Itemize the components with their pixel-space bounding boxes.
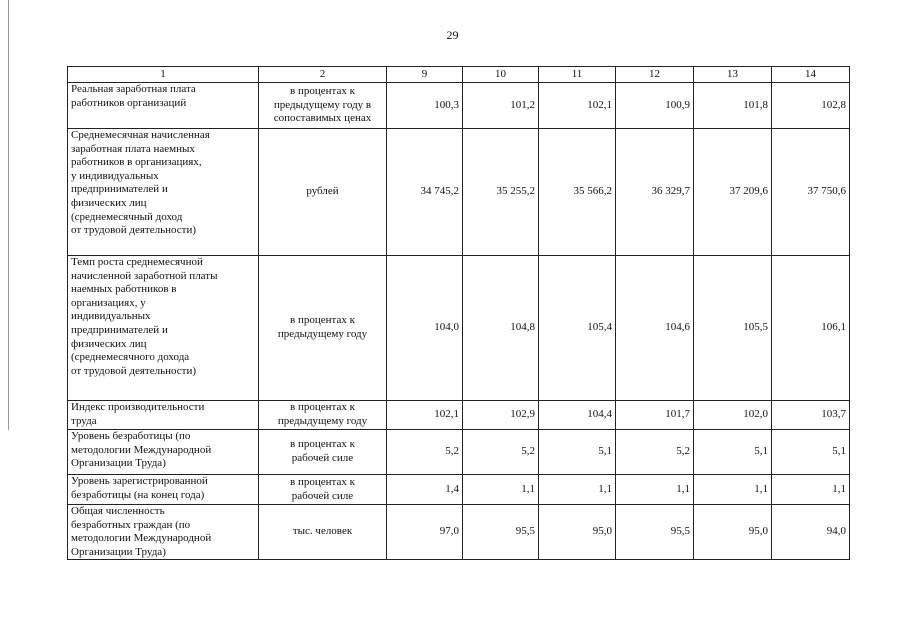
value-cell: 35 255,2	[463, 129, 539, 256]
value-cell: 95,0	[539, 505, 616, 560]
value-cell: 95,0	[694, 505, 772, 560]
value-cell: 105,4	[539, 256, 616, 401]
value-cell: 102,0	[694, 401, 772, 430]
value-cell: 34 745,2	[387, 129, 463, 256]
table-row	[68, 430, 850, 475]
column-header: 13	[694, 67, 772, 83]
indicator-unit: в процентах к предыдущему году в сопоставимых ценах	[259, 83, 387, 129]
table-row	[68, 505, 850, 560]
value-cell: 102,1	[387, 401, 463, 430]
column-header: 9	[387, 67, 463, 83]
value-cell: 101,7	[616, 401, 694, 430]
indicator-label: Уровень безработицы (по методологии Международной Организации Труда)	[68, 430, 259, 475]
value-cell: 1,1	[772, 475, 850, 505]
indicator-unit: тыс. человек	[259, 505, 387, 560]
indicator-unit: в процентах к предыдущему году	[259, 256, 387, 401]
value-cell: 100,3	[387, 83, 463, 129]
value-cell: 102,1	[539, 83, 616, 129]
value-cell: 5,1	[694, 430, 772, 475]
indicator-label: Среднемесячная начисленная заработная плата наемных работников в организациях, у индивидуальных предпринимателей и физических лиц (среднемесячный доход от трудовой деятельности)	[68, 129, 259, 256]
column-header: 2	[259, 67, 387, 83]
value-cell: 94,0	[772, 505, 850, 560]
indicator-label: Уровень зарегистрированной безработицы (на конец года)	[68, 475, 259, 505]
value-cell: 37 209,6	[694, 129, 772, 256]
value-cell: 104,6	[616, 256, 694, 401]
value-cell: 1,1	[463, 475, 539, 505]
value-cell: 97,0	[387, 505, 463, 560]
indicator-label: Общая численность безработных граждан (по методологии Международной Организации Труда)	[68, 505, 259, 560]
indicator-label: Реальная заработная плата работников организаций	[68, 83, 259, 129]
table-row	[68, 83, 850, 129]
page-number: 29	[446, 28, 459, 42]
page-left-rule	[8, 0, 9, 430]
value-cell: 35 566,2	[539, 129, 616, 256]
value-cell: 37 750,6	[772, 129, 850, 256]
column-header: 14	[772, 67, 850, 83]
value-cell: 1,1	[616, 475, 694, 505]
column-header: 12	[616, 67, 694, 83]
table-row	[68, 475, 850, 505]
indicator-label: Темп роста среднемесячной начисленной заработной платы наемных работников в организациях, у индивидуальных предпринимателей и физических лиц (среднемесячного дохода от трудовой деятельности)	[68, 256, 259, 401]
indicator-unit: в процентах к предыдущему году	[259, 401, 387, 430]
value-cell: 36 329,7	[616, 129, 694, 256]
column-header: 1	[68, 67, 259, 83]
value-cell: 102,8	[772, 83, 850, 129]
value-cell: 101,8	[694, 83, 772, 129]
header-row	[68, 67, 850, 83]
value-cell: 5,2	[616, 430, 694, 475]
column-header: 10	[463, 67, 539, 83]
value-cell: 5,2	[387, 430, 463, 475]
value-cell: 104,8	[463, 256, 539, 401]
value-cell: 104,4	[539, 401, 616, 430]
value-cell: 101,2	[463, 83, 539, 129]
value-cell: 95,5	[463, 505, 539, 560]
column-header: 11	[539, 67, 616, 83]
value-cell: 1,1	[539, 475, 616, 505]
table-row	[68, 401, 850, 430]
indicators-table	[67, 66, 850, 560]
value-cell: 104,0	[387, 256, 463, 401]
value-cell: 5,2	[463, 430, 539, 475]
value-cell: 105,5	[694, 256, 772, 401]
indicator-label: Индекс производительности труда	[68, 401, 259, 430]
indicator-unit: в процентах к рабочей силе	[259, 430, 387, 475]
indicator-unit: в процентах к рабочей силе	[259, 475, 387, 505]
value-cell: 95,5	[616, 505, 694, 560]
value-cell: 5,1	[539, 430, 616, 475]
value-cell: 5,1	[772, 430, 850, 475]
table-row	[68, 256, 850, 401]
value-cell: 1,1	[694, 475, 772, 505]
table-row	[68, 129, 850, 256]
value-cell: 1,4	[387, 475, 463, 505]
value-cell: 100,9	[616, 83, 694, 129]
value-cell: 106,1	[772, 256, 850, 401]
value-cell: 103,7	[772, 401, 850, 430]
indicator-unit: рублей	[259, 129, 387, 256]
value-cell: 102,9	[463, 401, 539, 430]
